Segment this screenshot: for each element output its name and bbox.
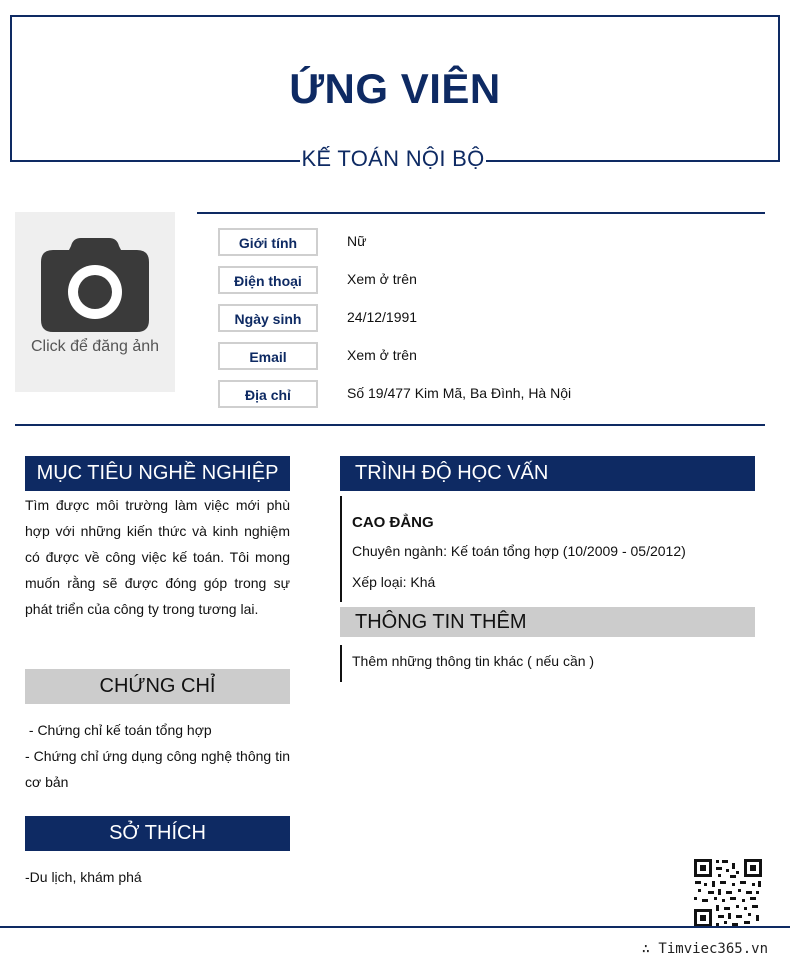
address-value[interactable]: Số 19/477 Kim Mã, Ba Đình, Hà Nội bbox=[347, 385, 572, 401]
phone-label: Điện thoại bbox=[218, 266, 318, 294]
email-label: Email bbox=[218, 342, 318, 370]
education-heading: TRÌNH ĐỘ HỌC VẤN bbox=[340, 456, 755, 491]
gender-label: Giới tính bbox=[218, 228, 318, 256]
certificates-heading: CHỨNG CHỈ bbox=[25, 669, 290, 704]
certificate-item[interactable]: - Chứng chỉ kế toán tổng hợp bbox=[25, 722, 212, 738]
gender-value[interactable]: Nữ bbox=[347, 233, 367, 249]
phone-value[interactable]: Xem ở trên bbox=[347, 271, 417, 287]
birthdate-value[interactable]: 24/12/1991 bbox=[347, 309, 418, 325]
footer-divider bbox=[0, 926, 790, 928]
info-bottom-divider bbox=[15, 424, 765, 426]
hobbies-heading: SỞ THÍCH bbox=[25, 816, 290, 851]
camera-icon bbox=[41, 238, 149, 332]
objective-text[interactable]: Tìm được môi trường làm việc mới phù hợp với những kiến thức và kinh nghiệm có được về công việc kế toán. Tôi mong muốn rằng sẽ được đóng góp trong sự phát triển của công ty trong tương lai. bbox=[25, 497, 290, 617]
hobbies-text[interactable]: -Du lịch, khám phá bbox=[25, 869, 142, 885]
qr-code-icon bbox=[692, 857, 764, 929]
job-position-title: KẾ TOÁN NỘI BỘ bbox=[301, 146, 485, 171]
photo-upload[interactable] bbox=[15, 212, 175, 392]
education-accent-bar bbox=[340, 496, 342, 602]
extra-info-heading: THÔNG TIN THÊM bbox=[340, 607, 755, 637]
email-value[interactable]: Xem ở trên bbox=[347, 347, 417, 363]
extra-info-text[interactable]: Thêm những thông tin khác ( nếu cần ) bbox=[352, 653, 595, 669]
education-grade[interactable]: Xếp loại: Khá bbox=[352, 574, 436, 590]
extra-info-accent-bar bbox=[340, 645, 342, 682]
education-major[interactable]: Chuyên ngành: Kế toán tổng hợp (10/2009 - 05/2012) bbox=[352, 543, 686, 559]
info-top-divider bbox=[197, 212, 765, 214]
address-label: Địa chỉ bbox=[218, 380, 318, 408]
objective-heading: MỤC TIÊU NGHỀ NGHIỆP bbox=[25, 456, 290, 491]
certificate-item[interactable]: - Chứng chỉ ứng dụng công nghệ thông tin cơ bản bbox=[25, 748, 290, 790]
candidate-title: ỨNG VIÊN bbox=[289, 65, 501, 112]
header-box bbox=[10, 15, 780, 162]
education-level[interactable]: CAO ĐẲNG bbox=[352, 514, 434, 531]
birthdate-label: Ngày sinh bbox=[218, 304, 318, 332]
footer-brand[interactable]: ∴ Timviec365.vn bbox=[641, 941, 768, 957]
photo-upload-label: Click để đăng ảnh bbox=[30, 338, 160, 355]
